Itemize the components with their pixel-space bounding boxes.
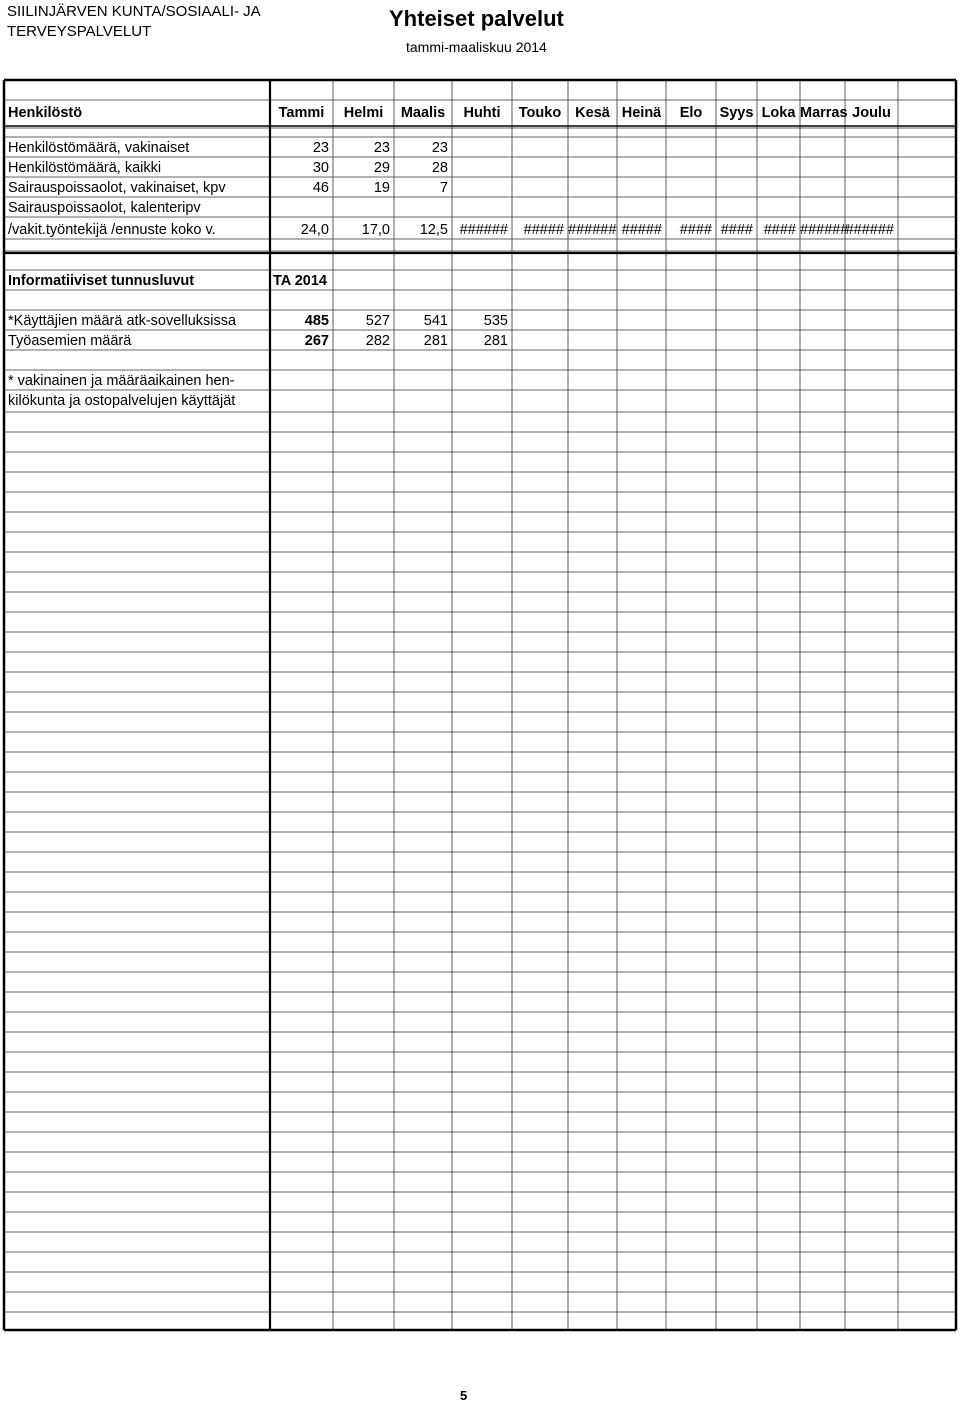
ta-heading: TA 2014	[273, 273, 327, 289]
month-header: Syys	[719, 105, 754, 121]
personnel-value: 23	[312, 140, 329, 156]
personnel-value: 17,0	[361, 222, 390, 238]
personnel-value: 24,0	[300, 222, 329, 238]
info-value: 281	[483, 333, 508, 349]
personnel-value: 7	[439, 180, 448, 196]
month-header: Joulu	[852, 105, 891, 121]
personnel-value: ######	[568, 222, 617, 238]
personnel-row-label: /vakit.työntekijä /ennuste koko v.	[8, 222, 216, 238]
org-line-2: TERVEYSPALVELUT	[7, 23, 152, 40]
month-header: Loka	[761, 105, 796, 121]
personnel-value: 12,5	[419, 222, 448, 238]
info-row-label: *Käyttäjien määrä atk-sovelluksissa	[8, 313, 237, 329]
personnel-row-label: Sairauspoissaolot, vakinaiset, kpv	[8, 180, 226, 196]
month-header: Tammi	[278, 105, 325, 121]
personnel-value: 30	[312, 160, 329, 176]
month-header: Touko	[518, 105, 562, 121]
report-period: tammi-maaliskuu 2014	[406, 39, 547, 55]
personnel-value: 19	[373, 180, 390, 196]
personnel-value: 23	[431, 140, 448, 156]
personnel-value: ######	[800, 222, 849, 238]
month-header: Heinä	[621, 105, 662, 121]
personnel-value: 28	[431, 160, 448, 176]
footnote-line-2: kilökunta ja ostopalvelujen käyttäjät	[8, 393, 236, 409]
month-header: Kesä	[575, 105, 610, 121]
info-value: 541	[423, 313, 448, 329]
personnel-row-label: Henkilöstömäärä, kaikki	[8, 160, 162, 176]
month-header: Elo	[679, 105, 703, 121]
personnel-value: ####	[720, 222, 753, 238]
month-header: Helmi	[343, 105, 384, 121]
personnel-value: ######	[459, 222, 508, 238]
personnel-value: #####	[621, 222, 662, 238]
personnel-row-label: Henkilöstömäärä, vakinaiset	[8, 140, 190, 156]
footnote-line-1: * vakinainen ja määräaikainen hen-	[8, 373, 235, 389]
ta-value: 485	[304, 313, 329, 329]
info-value: 282	[365, 333, 390, 349]
personnel-value: 29	[373, 160, 390, 176]
info-row-label: Työasemien määrä	[8, 333, 132, 349]
month-header: Marras	[800, 105, 848, 121]
org-line-1: SIILINJÄRVEN KUNTA/SOSIAALI- JA	[7, 3, 261, 20]
personnel-value: ####	[679, 222, 712, 238]
personnel-value: ####	[763, 222, 796, 238]
personnel-value: 46	[312, 180, 329, 196]
ta-value: 267	[304, 333, 329, 349]
month-header: Huhti	[463, 105, 501, 121]
month-header: Maalis	[400, 105, 446, 121]
personnel-value: 23	[373, 140, 390, 156]
page-title: Yhteiset palvelut	[389, 6, 564, 31]
page-number: 5	[460, 1388, 468, 1403]
info-value: 281	[423, 333, 448, 349]
info-value: 535	[483, 313, 508, 329]
personnel-heading: Henkilöstö	[8, 105, 83, 121]
personnel-value: #####	[523, 222, 564, 238]
personnel-value: ######	[845, 222, 894, 238]
info-heading: Informatiiviset tunnusluvut	[8, 273, 195, 289]
info-value: 527	[365, 313, 390, 329]
personnel-row-label: Sairauspoissaolot, kalenteripv	[8, 200, 201, 216]
